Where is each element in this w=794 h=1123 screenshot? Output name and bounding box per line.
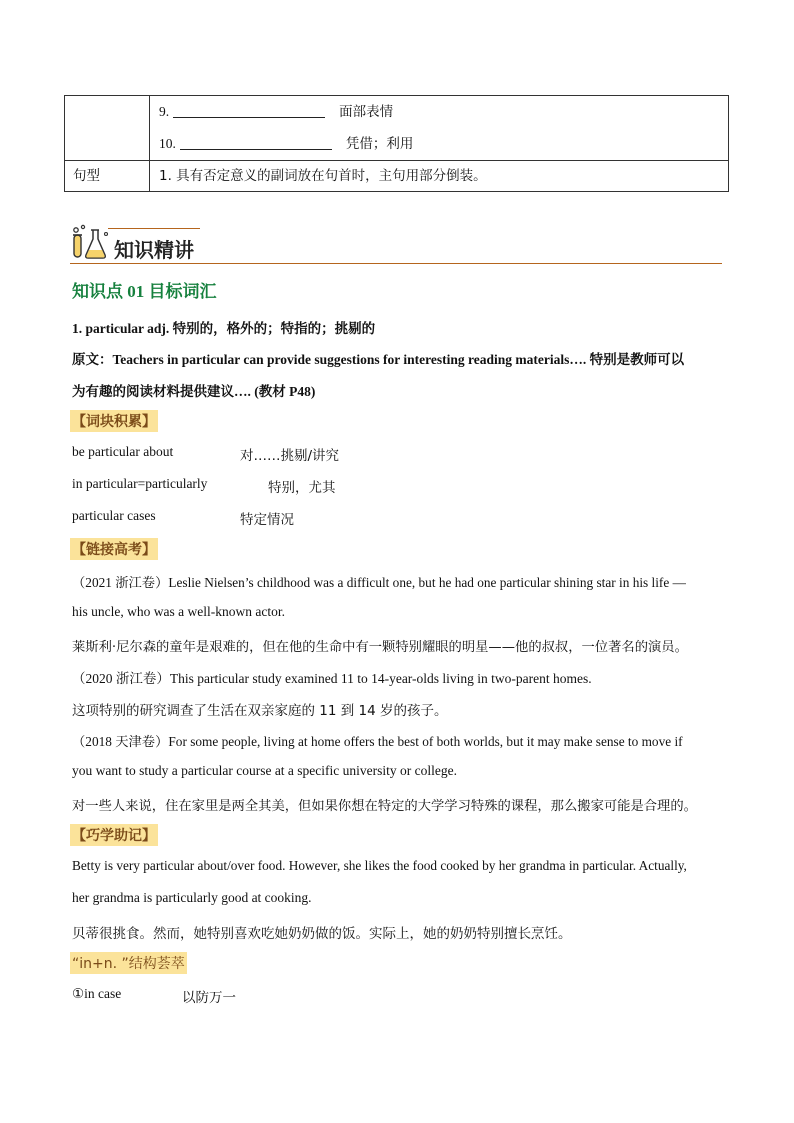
memory-tag: 【巧学助记】 xyxy=(70,824,158,846)
banner-top-line xyxy=(108,228,200,229)
source-text-line2: 为有趣的阅读材料提供建议…. (教材 P48) xyxy=(72,384,316,399)
table-row xyxy=(65,96,729,161)
vocab-meaning: 面部表情 xyxy=(339,104,394,120)
structure-item-zh: 以防万一 xyxy=(182,990,236,1006)
section-title: 知识点 01 目标词汇 xyxy=(72,282,217,301)
gaokao-example-3-line1: （2018 天津卷）For some people, living at home offers the best of both worlds, but it may make sense to move if xyxy=(72,734,683,749)
lab-flask-icon xyxy=(70,224,112,262)
gaokao-example-1-line2: his uncle, who was a well-known actor. xyxy=(72,604,285,619)
phrase-zh: 对……挑剔/讲究 xyxy=(240,448,340,464)
phrase-en: particular cases xyxy=(72,508,156,523)
entry-heading: 1. particular adj. 特别的，格外的；特指的；挑剔的 xyxy=(72,321,376,336)
gaokao-example-1-translation: 莱斯利·尼尔森的童年是艰难的，但在他的生命中有一颗特别耀眼的明星——他的叔叔，一位著名的演员。 xyxy=(72,640,688,655)
phrase-en: be particular about xyxy=(72,444,174,459)
gaokao-example-2: （2020 浙江卷）This particular study examined 11 to 14-year-olds living in two-parent homes. xyxy=(72,671,592,686)
memory-line1: Betty is very particular about/over food. However, she likes the food cooked by her grandma in particular. Actually, xyxy=(72,858,687,873)
vocab-number: 9. xyxy=(159,104,170,119)
gaokao-example-2-translation: 这项特别的研究调查了生活在双亲家庭的 11 到 14 岁的孩子。 xyxy=(72,703,448,719)
memory-translation: 贝蒂很挑食。然而，她特别喜欢吃她奶奶做的饭。实际上，她的奶奶特别擅长烹饪。 xyxy=(72,926,572,942)
structure-item-en: ①in case xyxy=(72,986,122,1001)
phrase-zh: 特别，尤其 xyxy=(268,480,336,496)
gaokao-example-3-translation: 对一些人来说，住在家里是两全其美，但如果你想在特定的大学学习特殊的课程，那么搬家可能是合理的。 xyxy=(72,799,697,814)
fill-blank xyxy=(173,103,325,118)
table-row xyxy=(65,161,729,192)
sentence-pattern-text: 1. 具有否定意义的副词放在句首时，主句用部分倒装。 xyxy=(150,161,729,192)
source-text-line1: 原文：Teachers in particular can provide suggestions for interesting reading materials…. 特别是教师可以 xyxy=(72,352,685,367)
vocab-line-9 xyxy=(150,96,728,128)
gaokao-tag: 【链接高考】 xyxy=(70,538,158,560)
phrase-zh: 特定情况 xyxy=(240,512,294,528)
gaokao-example-1-line1: （2021 浙江卷）Leslie Nielsen’s childhood was a difficult one, but he had one particular shining star in his life — xyxy=(72,575,686,590)
phrases-tag: 【词块积累】 xyxy=(70,410,158,432)
fill-blank xyxy=(180,135,332,150)
memory-line2: her grandma is particularly good at cooking. xyxy=(72,890,312,905)
banner-underline xyxy=(70,263,722,264)
vocab-number: 10. xyxy=(159,136,176,151)
structure-tag: “in+n. ”结构荟萃 xyxy=(70,952,187,974)
vocab-line-10 xyxy=(150,128,728,160)
table-content-cell xyxy=(150,96,729,161)
table-label-cell: 句型 xyxy=(65,161,150,192)
vocab-meaning: 凭借；利用 xyxy=(345,136,414,152)
summary-table xyxy=(64,95,729,192)
banner-title: 知识精讲 xyxy=(114,238,194,262)
phrase-en: in particular=particularly xyxy=(72,476,208,491)
table-label-cell xyxy=(65,96,150,161)
gaokao-example-3-line2: you want to study a particular course at a specific university or college. xyxy=(72,763,457,778)
